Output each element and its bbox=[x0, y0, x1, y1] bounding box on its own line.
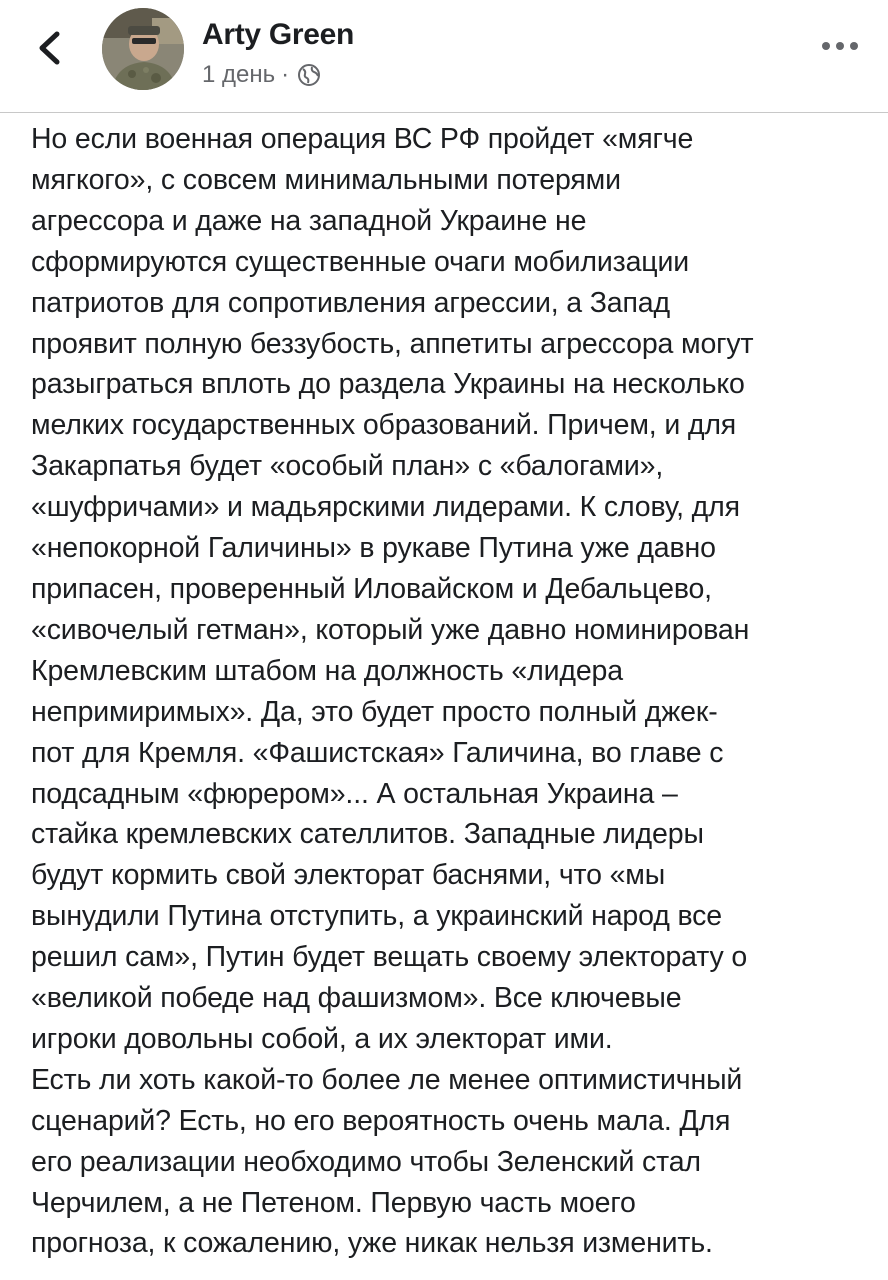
post-text-line: мягкого», с совсем минимальными потерями bbox=[31, 163, 621, 196]
header-divider bbox=[0, 112, 888, 113]
post-text-line: разыграться вплоть до раздела Украины на несколько bbox=[31, 368, 745, 401]
post-text-line: подсадным «фюрером»... А остальная Украина – bbox=[31, 777, 678, 810]
post-text-line: проявит полную беззубость, аппетиты агрессора могут bbox=[31, 327, 754, 360]
post-text-line: будут кормить свой электорат баснями, что «мы bbox=[31, 859, 666, 892]
post-text-line: пот для Кремля. «Фашистская» Галичина, во главе с bbox=[31, 736, 724, 769]
post-text-line: Но если военная операция ВС РФ пройдет «мягче bbox=[31, 123, 694, 155]
post-text-line: прогноза, к сожалению, уже никак нельзя изменить. bbox=[31, 1227, 713, 1260]
chevron-left-icon bbox=[30, 26, 70, 70]
post-text-line: «шуфричами» и мадьярскими лидерами. К слову, для bbox=[31, 491, 740, 524]
post-text bbox=[31, 119, 871, 1264]
post-text-line: «сивочелый гетман», который уже давно номинирован bbox=[31, 613, 750, 646]
post-text-line: мелких государственных образований. Причем, и для bbox=[31, 409, 737, 442]
more-horizontal-icon bbox=[820, 36, 860, 56]
post-text-line: его реализации необходимо чтобы Зеленский стал bbox=[31, 1145, 701, 1178]
post-text-line: Есть ли хоть какой-то более ле менее оптимистичный bbox=[31, 1063, 743, 1096]
post-text-line: сформируются существенные очаги мобилизации bbox=[31, 245, 689, 278]
post-text-line: непримиримых». Да, это будет просто полный джек- bbox=[31, 695, 718, 728]
post-text-line: патриотов для сопротивления агрессии, а Запад bbox=[31, 286, 670, 319]
post-header bbox=[0, 0, 888, 112]
post-text-line: вынудили Путина отступить, а украинский народ все bbox=[31, 900, 722, 933]
post-meta bbox=[202, 60, 321, 90]
globe-icon bbox=[297, 63, 321, 87]
post-text-line: Черчилем, а не Петеном. Первую часть моего bbox=[31, 1186, 636, 1219]
back-button[interactable] bbox=[30, 26, 70, 70]
post-text-line: решил сам», Путин будет вещать своему электорату о bbox=[31, 941, 748, 974]
post-text-line: игроки довольны собой, а их электорат ими. bbox=[31, 1022, 613, 1055]
avatar[interactable] bbox=[102, 8, 184, 90]
author-name[interactable]: Arty Green bbox=[202, 18, 355, 51]
post-timestamp[interactable]: 1 день bbox=[202, 61, 276, 88]
more-options-button[interactable] bbox=[820, 36, 860, 56]
avatar-image bbox=[102, 8, 184, 90]
post-text-line: припасен, проверенный Иловайском и Дебальцево, bbox=[31, 572, 712, 605]
post-text-line: Кремлевским штабом на должность «лидера bbox=[31, 654, 623, 687]
post-text-line: «непокорной Галичины» в рукаве Путина уже давно bbox=[31, 532, 716, 565]
post-text-line: «великой победе над фашизмом». Все ключевые bbox=[31, 982, 682, 1015]
post-text-line: сценарий? Есть, но его вероятность очень мала. Для bbox=[31, 1104, 731, 1137]
post-text-line: Закарпатья будет «особый план» с «балогами», bbox=[31, 450, 664, 483]
post-text-line: агрессора и даже на западной Украине не bbox=[31, 204, 587, 237]
meta-separator: · bbox=[281, 61, 290, 88]
post-text-line: стайка кремлевских сателлитов. Западные лидеры bbox=[31, 818, 704, 851]
